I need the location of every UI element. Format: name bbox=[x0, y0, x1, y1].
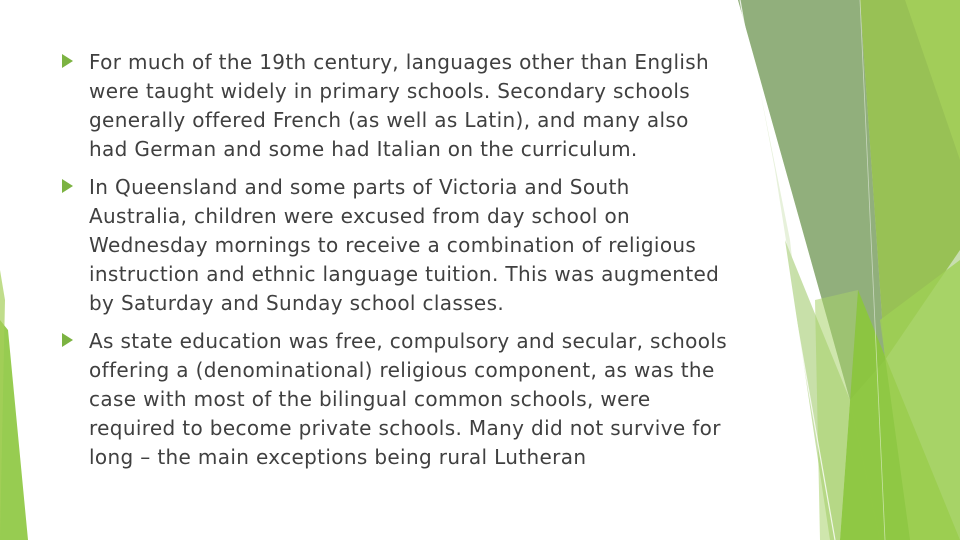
bullet-item bbox=[62, 327, 734, 472]
bullet-text: As state education was free, compulsory and secular, schools offering a (denominational) religious component, as was the case with most of the bilingual common schools, were required to become private schools. Many did not survive for long – the main exceptions being rural Lutheran bbox=[89, 329, 728, 469]
bullet-item bbox=[62, 48, 734, 164]
bullet-text: In Queensland and some parts of Victoria and South Australia, children were excused from day school on Wednesday mornings to receive a combination of religious instruction and ethnic language tuition. This was augmented by Saturday and Sunday school classes. bbox=[89, 175, 720, 315]
triangle-bullet-icon bbox=[62, 333, 73, 347]
bullet-list bbox=[62, 48, 734, 481]
triangle-bullet-icon bbox=[62, 54, 73, 68]
facet-shape bbox=[0, 320, 28, 540]
bullet-item bbox=[62, 173, 734, 318]
triangle-bullet-icon bbox=[62, 179, 73, 193]
bullet-text: For much of the 19th century, languages other than English were taught widely in primary schools. Secondary schools generally offered French (as well as Latin), and many also had German and some had Italian on the curriculum. bbox=[89, 50, 710, 161]
